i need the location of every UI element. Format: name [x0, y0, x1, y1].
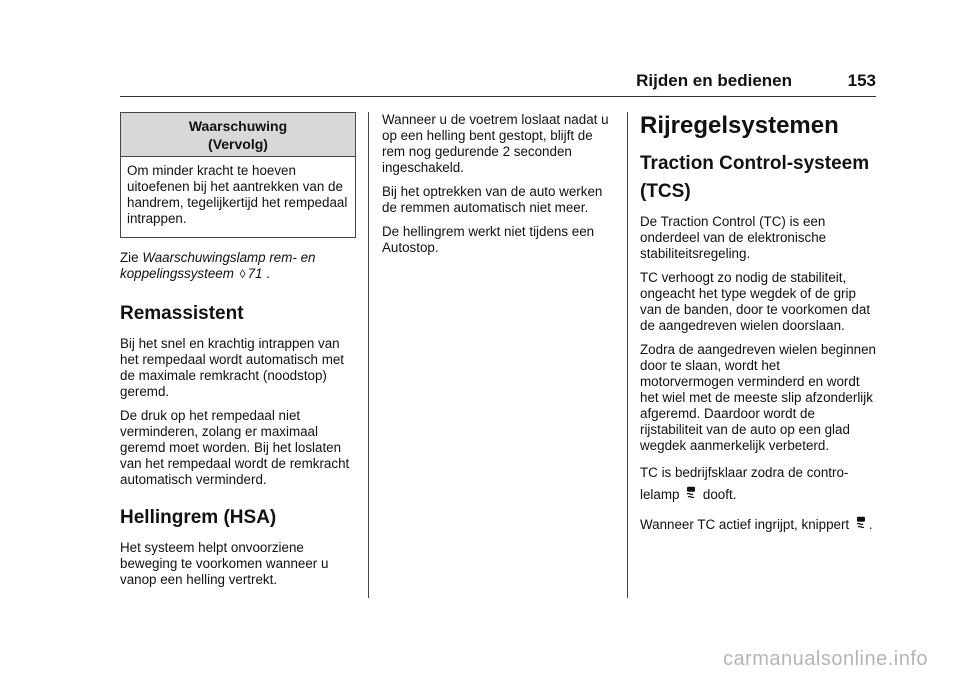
column-left: [120, 112, 356, 596]
paragraph: [640, 462, 876, 506]
warning-body: [121, 157, 355, 237]
heading-hellingrem: Hellingrem (HSA): [120, 507, 277, 528]
section-title: Rijden en bedienen: [636, 71, 792, 90]
warning-title-continued: (Vervolg): [208, 136, 268, 152]
page-header: [120, 60, 876, 97]
tc-text-after: dooft.: [699, 487, 737, 502]
ref-suffix: .: [262, 266, 270, 281]
heading-rijregelsystemen: Rijregelsystemen: [640, 112, 839, 139]
tc-text-before: TC is bedrijfsklaar zodra de controlelamp: [640, 465, 849, 502]
heading-tcs: Traction Control-systeem (TCS): [640, 153, 870, 202]
page-ref-icon: ◊: [239, 267, 246, 281]
paragraph: Zodra de aangedreven wielen beginnen door te slaan, wordt het motorvermogen verminderd en wordt het wiel met de meeste slip afzonderlijk afgeremd. Daardoor wordt de rijstabiliteit van de auto op een glad wegdek aanmerkelijk verbeterd.: [640, 342, 877, 453]
tc-active-text-end: .: [868, 517, 873, 532]
warning-box: [120, 112, 356, 238]
paragraph: [640, 514, 876, 536]
cross-reference: [120, 250, 356, 282]
column-middle: [382, 112, 614, 264]
tc-warning-lamp-icon: [855, 516, 867, 530]
column-divider: [368, 112, 369, 598]
column-divider: [627, 112, 628, 598]
warning-title-main: Waarschuwing: [188, 118, 288, 134]
paragraph: Wanneer u de voetrem loslaat nadat u op een helling bent gestopt, blijft de rem nog gedurende 2 seconden ingeschakeld.: [382, 112, 609, 175]
paragraph: De druk op het rempedaal niet verminderen, zolang er maximaal geremd moet worden. Bij het loslaten van het rempedaal wordt de remkracht automatisch verminderd.: [120, 408, 350, 487]
warning-title: [121, 113, 355, 157]
paragraph: Bij het optrekken van de auto werken de remmen automatisch niet meer.: [382, 184, 603, 215]
ref-page[interactable]: 71: [247, 266, 263, 281]
tc-active-text: Wanneer TC actief ingrijpt, knippert: [640, 517, 850, 532]
tc-warning-lamp-icon: [685, 486, 697, 500]
paragraph: TC verhoogt zo nodig de stabiliteit, ongeacht het type wegdek of de grip van de banden, door te voorkomen dat de aangedreven wielen doorslaan.: [640, 270, 871, 333]
paragraph: Bij het snel en krachtig intrappen van het rempedaal wordt automatisch met de maximale remkracht (noodstop) geremd.: [120, 336, 345, 399]
column-right: [640, 112, 876, 544]
warning-text: Om minder kracht te hoeven uitoefenen bij het aantrekken van de handrem, tegelijkertijd het rempedaal intrappen.: [127, 163, 348, 226]
paragraph: De Traction Control (TC) is een onderdeel van de elektronische stabiliteitsregeling.: [640, 214, 827, 261]
page-number: 153: [847, 71, 876, 90]
heading-remassistent: Remassistent: [120, 303, 244, 324]
ref-prefix: Zie: [120, 250, 143, 265]
paragraph: De hellingrem werkt niet tijdens een Autostop.: [382, 224, 595, 255]
ref-link[interactable]: Waarschuwingslamp rem- en koppelingssysteem: [120, 250, 316, 281]
paragraph: Het systeem helpt onvoorziene beweging te voorkomen wanneer u vanop een helling vertrekt.: [120, 540, 329, 587]
watermark: carmanualsonline.info: [722, 648, 928, 670]
